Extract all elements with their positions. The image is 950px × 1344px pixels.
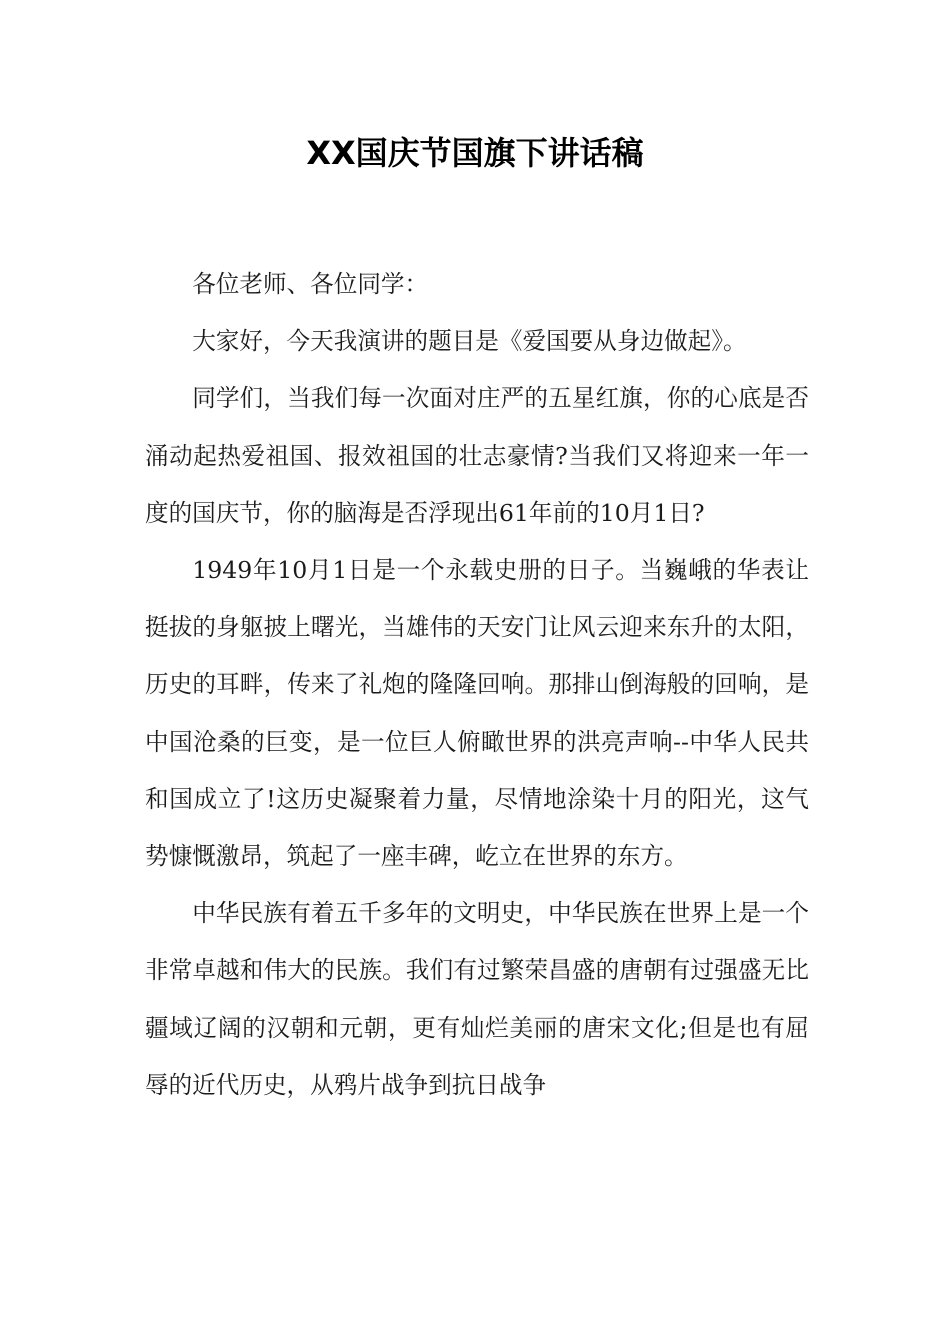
document-title: XX国庆节国旗下讲话稿 [306,134,644,172]
salutation-paragraph: 各位老师、各位同学： [192,270,429,298]
document-body [145,256,809,1114]
body-paragraph: 中华民族有着五千多年的文明史，中华民族在世界上是一个非常卓越和伟大的民族。我们有过繁荣昌盛的唐朝有过强盛无比疆域辽阔的汉朝和元朝，更有灿烂美丽的唐宋文化;但是也有屈辱的近代历史，从鸦片战争到抗日战争 [145,899,809,1099]
greeting-paragraph: 大家好，今天我演讲的题目是《爱国要从身边做起》。 [192,327,747,356]
body-paragraph: 同学们，当我们每一次面对庄严的五星红旗，你的心底是否涌动起热爱祖国、报效祖国的壮志豪情?当我们又将迎来一年一度的国庆节，你的脑海是否浮现出61年前的10月1日? [145,384,809,527]
body-paragraph: 1949年10月1日是一个永载史册的日子。当巍峨的华表让挺拔的身躯披上曙光，当雄伟的天安门让风云迎来东升的太阳，历史的耳畔，传来了礼炮的隆隆回响。那排山倒海般的回响，是中国沧桑的巨变，是一位巨人俯瞰世界的洪亮声响--中华人民共和国成立了!这历史凝聚着力量，尽情地涂染十月的阳光，这气势慷慨激昂，筑起了一座丰碑，屹立在世界的东方。 [145,556,809,871]
